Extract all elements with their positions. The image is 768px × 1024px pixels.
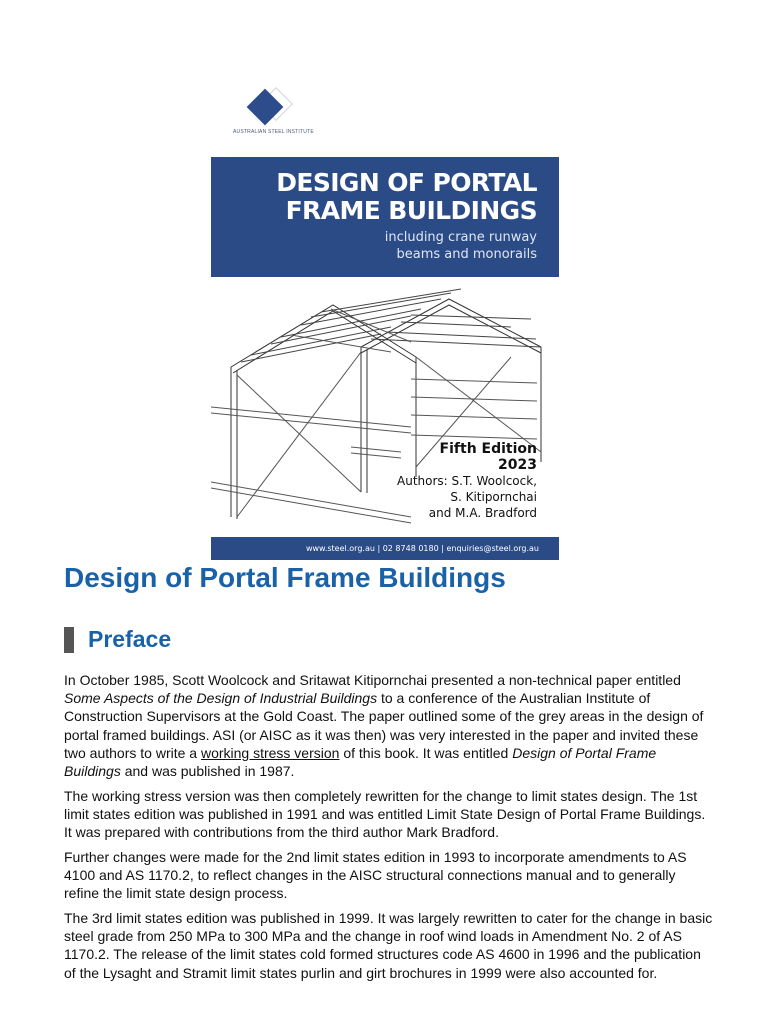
working-stress-version-link[interactable]: working stress version xyxy=(200,744,340,761)
cover-subtitle-line1: including crane runway xyxy=(384,230,537,245)
p1-italic-title-1: Some Aspects of the Design of Industrial Buildings xyxy=(64,690,378,707)
authors-line2: S. Kitipornchai xyxy=(450,490,537,504)
logo-text: AUSTRALIAN STEEL INSTITUTE xyxy=(233,129,314,135)
p1-text-4: and was published in 1987. xyxy=(120,763,295,780)
cover-subtitle xyxy=(385,229,537,263)
preface-body xyxy=(64,671,714,991)
paragraph-2: The working stress version was then completely rewritten for the change to limit states design. The 1st limit states edition was published in 1991 and was entitled Limit State Design of Portal Frame Buildings. It was prepared with contributions from the third author Mark Bradford. xyxy=(64,787,706,841)
publisher-logo xyxy=(211,72,559,156)
section-heading-text: Preface xyxy=(88,626,172,652)
purlin-lines xyxy=(241,289,541,362)
cover-title xyxy=(276,169,537,225)
edition-label: Fifth Edition xyxy=(439,441,537,457)
authors-line1: Authors: S.T. Woolcock, xyxy=(397,474,537,488)
edition-year: 2023 xyxy=(498,457,537,473)
edition-info xyxy=(397,441,537,521)
cover-contact-bar: www.steel.org.au | 02 8748 0180 | enquiries@steel.org.au xyxy=(211,537,559,560)
cover-title-line2: FRAME BUILDINGS xyxy=(285,196,537,225)
cover-title-banner xyxy=(211,157,559,277)
p1-text-2: to a conference of the Australian Institute of Construction Supervisors at the Gold Coast. The paper outlined some of the grey areas in the design of portal framed buildings. ASI (or AISC as it was then) was very interested in the paper and invited these two authors to write a xyxy=(64,690,704,761)
section-marker-bar xyxy=(64,627,74,653)
p1-text-1: In October 1985, Scott Woolcock and Sritawat Kitipornchai presented a non-technical paper entitled xyxy=(64,672,681,688)
cover-title-line1: DESIGN OF PORTAL xyxy=(276,168,537,197)
authors-line3: and M.A. Bradford xyxy=(428,506,537,520)
p1-italic-title-2: Design of Portal Frame Buildings xyxy=(64,744,657,780)
paragraph-3: Further changes were made for the 2nd limit states edition in 1993 to incorporate amendments to AS 4100 and AS 1170.2, to reflect changes in the AISC structural connections manual and to generally refine the limit state design process. xyxy=(64,848,687,902)
rafter-lines xyxy=(231,299,541,373)
paragraph-4: The 3rd limit states edition was published in 1999. It was largely rewritten to cater for the change in basic steel grade from 250 MPa to 300 MPa and the change in roof wind loads in Amendment No. 2 of AS 1170.2. The release of the limit states cold formed structures code AS 4600 in 1996 and the publication of the Lysaght and Stramit limit states purlin and girt brochures in 1999 were also accounted for. xyxy=(64,909,713,981)
paragraph-1 xyxy=(64,671,714,780)
document-title: Design of Portal Frame Buildings xyxy=(64,562,506,593)
p1-text-3: of this book. It was entitled xyxy=(339,744,513,761)
cover-subtitle-line2: beams and monorails xyxy=(396,247,537,262)
book-cover xyxy=(211,72,559,560)
